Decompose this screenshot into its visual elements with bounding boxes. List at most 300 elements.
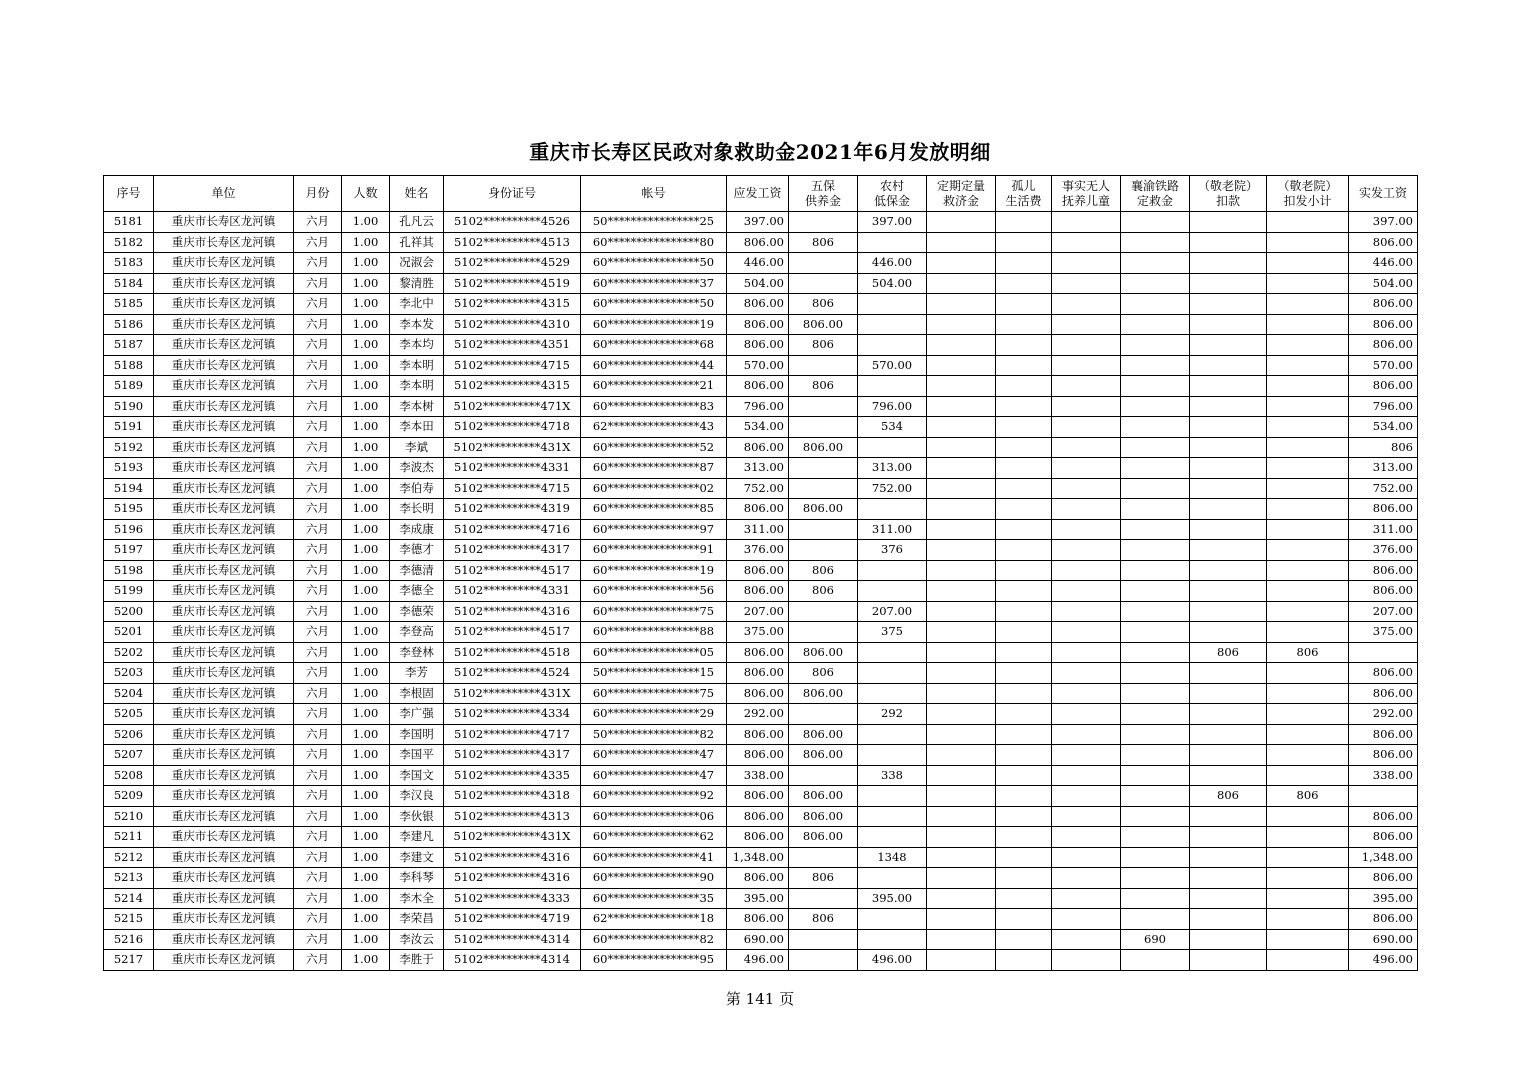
cell-col-count: 1.00 xyxy=(342,601,390,622)
cell-col-wubao xyxy=(789,704,858,725)
cell-col-count: 1.00 xyxy=(342,314,390,335)
cell-col-regular-relief xyxy=(927,827,996,848)
cell-col-seq: 5199 xyxy=(104,581,154,602)
table-row xyxy=(104,827,1418,848)
cell-col-payable: 806.00 xyxy=(727,437,789,458)
cell-col-month: 六月 xyxy=(294,560,342,581)
cell-col-wubao xyxy=(789,478,858,499)
cell-col-rural-dibao: 534 xyxy=(858,417,927,438)
cell-col-rural-dibao: 292 xyxy=(858,704,927,725)
cell-col-id-number: 5102**********4315 xyxy=(444,376,581,397)
cell-col-rural-dibao xyxy=(858,745,927,766)
cell-col-id-number: 5102**********4718 xyxy=(444,417,581,438)
cell-col-seq: 5205 xyxy=(104,704,154,725)
cell-col-rural-dibao xyxy=(858,314,927,335)
cell-col-count: 1.00 xyxy=(342,212,390,233)
cell-col-nursing-deduction: 806 xyxy=(1190,642,1267,663)
cell-col-orphan xyxy=(996,847,1052,868)
cell-col-payable: 806.00 xyxy=(727,294,789,315)
cell-col-unit: 重庆市长寿区龙河镇 xyxy=(154,827,294,848)
cell-col-seq: 5210 xyxy=(104,806,154,827)
cell-col-wubao xyxy=(789,458,858,479)
cell-col-name: 李本田 xyxy=(390,417,444,438)
cell-col-rural-dibao xyxy=(858,827,927,848)
cell-col-id-number: 5102**********4310 xyxy=(444,314,581,335)
cell-col-actual-pay: 338.00 xyxy=(1349,765,1418,786)
cell-col-seq: 5217 xyxy=(104,950,154,971)
cell-col-seq: 5200 xyxy=(104,601,154,622)
cell-col-unit: 重庆市长寿区龙河镇 xyxy=(154,437,294,458)
cell-col-unattended-child xyxy=(1052,601,1121,622)
cell-col-actual-pay: 292.00 xyxy=(1349,704,1418,725)
cell-col-nursing-subtotal xyxy=(1267,806,1349,827)
cell-col-month: 六月 xyxy=(294,806,342,827)
header-col-id-number: 身份证号 xyxy=(444,176,581,212)
cell-col-rural-dibao xyxy=(858,806,927,827)
cell-col-railway-relief xyxy=(1121,683,1190,704)
cell-col-wubao xyxy=(789,929,858,950)
table-row xyxy=(104,478,1418,499)
cell-col-unit: 重庆市长寿区龙河镇 xyxy=(154,540,294,561)
cell-col-orphan xyxy=(996,376,1052,397)
cell-col-unit: 重庆市长寿区龙河镇 xyxy=(154,212,294,233)
cell-col-name: 李国文 xyxy=(390,765,444,786)
cell-col-account: 60****************29 xyxy=(581,704,727,725)
cell-col-id-number: 5102**********4317 xyxy=(444,540,581,561)
cell-col-nursing-deduction xyxy=(1190,335,1267,356)
cell-col-wubao xyxy=(789,950,858,971)
cell-col-regular-relief xyxy=(927,294,996,315)
cell-col-wubao: 806 xyxy=(789,909,858,930)
cell-col-orphan xyxy=(996,663,1052,684)
cell-col-name: 李根固 xyxy=(390,683,444,704)
cell-col-nursing-subtotal xyxy=(1267,827,1349,848)
header-col-unit: 单位 xyxy=(154,176,294,212)
cell-col-rural-dibao xyxy=(858,376,927,397)
cell-col-month: 六月 xyxy=(294,232,342,253)
cell-col-nursing-deduction xyxy=(1190,499,1267,520)
cell-col-name: 李木全 xyxy=(390,888,444,909)
cell-col-nursing-subtotal xyxy=(1267,273,1349,294)
cell-col-wubao xyxy=(789,417,858,438)
cell-col-payable: 806.00 xyxy=(727,724,789,745)
cell-col-actual-pay: 806.00 xyxy=(1349,560,1418,581)
table-row xyxy=(104,232,1418,253)
cell-col-wubao: 806.00 xyxy=(789,724,858,745)
cell-col-unattended-child xyxy=(1052,253,1121,274)
cell-col-month: 六月 xyxy=(294,888,342,909)
cell-col-unattended-child xyxy=(1052,232,1121,253)
cell-col-regular-relief xyxy=(927,458,996,479)
cell-col-id-number: 5102**********4513 xyxy=(444,232,581,253)
cell-col-nursing-subtotal xyxy=(1267,417,1349,438)
cell-col-nursing-subtotal xyxy=(1267,622,1349,643)
cell-col-orphan xyxy=(996,704,1052,725)
cell-col-id-number: 5102**********4316 xyxy=(444,847,581,868)
cell-col-count: 1.00 xyxy=(342,950,390,971)
cell-col-rural-dibao xyxy=(858,232,927,253)
cell-col-id-number: 5102**********4313 xyxy=(444,806,581,827)
cell-col-actual-pay: 395.00 xyxy=(1349,888,1418,909)
cell-col-wubao: 806 xyxy=(789,294,858,315)
cell-col-unattended-child xyxy=(1052,786,1121,807)
cell-col-account: 60****************21 xyxy=(581,376,727,397)
cell-col-unit: 重庆市长寿区龙河镇 xyxy=(154,909,294,930)
cell-col-orphan xyxy=(996,806,1052,827)
cell-col-payable: 806.00 xyxy=(727,581,789,602)
cell-col-nursing-deduction xyxy=(1190,437,1267,458)
cell-col-orphan xyxy=(996,765,1052,786)
cell-col-payable: 806.00 xyxy=(727,376,789,397)
cell-col-nursing-deduction xyxy=(1190,724,1267,745)
cell-col-unattended-child xyxy=(1052,806,1121,827)
cell-col-orphan xyxy=(996,540,1052,561)
cell-col-regular-relief xyxy=(927,581,996,602)
cell-col-nursing-subtotal xyxy=(1267,355,1349,376)
cell-col-payable: 806.00 xyxy=(727,499,789,520)
cell-col-nursing-subtotal xyxy=(1267,232,1349,253)
cell-col-actual-pay: 534.00 xyxy=(1349,417,1418,438)
cell-col-month: 六月 xyxy=(294,355,342,376)
cell-col-rural-dibao xyxy=(858,683,927,704)
header-col-name: 姓名 xyxy=(390,176,444,212)
cell-col-nursing-subtotal xyxy=(1267,499,1349,520)
cell-col-payable: 806.00 xyxy=(727,683,789,704)
cell-col-name: 李伯寿 xyxy=(390,478,444,499)
cell-col-name: 李建凡 xyxy=(390,827,444,848)
cell-col-regular-relief xyxy=(927,519,996,540)
page-number: 第 141 页 xyxy=(725,990,795,1008)
cell-col-account: 60****************19 xyxy=(581,560,727,581)
cell-col-regular-relief xyxy=(927,355,996,376)
cell-col-actual-pay: 690.00 xyxy=(1349,929,1418,950)
cell-col-count: 1.00 xyxy=(342,273,390,294)
cell-col-id-number: 5102**********4334 xyxy=(444,704,581,725)
cell-col-unit: 重庆市长寿区龙河镇 xyxy=(154,929,294,950)
cell-col-name: 孔祥其 xyxy=(390,232,444,253)
cell-col-actual-pay: 806.00 xyxy=(1349,294,1418,315)
cell-col-actual-pay: 806.00 xyxy=(1349,724,1418,745)
cell-col-unit: 重庆市长寿区龙河镇 xyxy=(154,950,294,971)
cell-col-account: 60****************44 xyxy=(581,355,727,376)
cell-col-account: 50****************82 xyxy=(581,724,727,745)
cell-col-count: 1.00 xyxy=(342,478,390,499)
header-col-nursing-subtotal: （敬老院） 扣发小计 xyxy=(1267,176,1349,212)
cell-col-unattended-child xyxy=(1052,950,1121,971)
table-row xyxy=(104,642,1418,663)
cell-col-payable: 806.00 xyxy=(727,232,789,253)
cell-col-account: 50****************25 xyxy=(581,212,727,233)
cell-col-railway-relief xyxy=(1121,314,1190,335)
cell-col-wubao: 806 xyxy=(789,335,858,356)
cell-col-wubao xyxy=(789,212,858,233)
cell-col-account: 60****************50 xyxy=(581,253,727,274)
cell-col-unit: 重庆市长寿区龙河镇 xyxy=(154,581,294,602)
cell-col-rural-dibao: 313.00 xyxy=(858,458,927,479)
cell-col-count: 1.00 xyxy=(342,581,390,602)
cell-col-orphan xyxy=(996,745,1052,766)
cell-col-regular-relief xyxy=(927,683,996,704)
cell-col-railway-relief xyxy=(1121,765,1190,786)
cell-col-wubao: 806.00 xyxy=(789,786,858,807)
cell-col-account: 60****************80 xyxy=(581,232,727,253)
cell-col-payable: 496.00 xyxy=(727,950,789,971)
cell-col-nursing-subtotal: 806 xyxy=(1267,642,1349,663)
cell-col-account: 60****************91 xyxy=(581,540,727,561)
cell-col-account: 60****************62 xyxy=(581,827,727,848)
cell-col-id-number: 5102**********4314 xyxy=(444,929,581,950)
cell-col-payable: 806.00 xyxy=(727,806,789,827)
cell-col-name: 李国明 xyxy=(390,724,444,745)
cell-col-rural-dibao xyxy=(858,294,927,315)
cell-col-rural-dibao xyxy=(858,642,927,663)
cell-col-orphan xyxy=(996,232,1052,253)
cell-col-railway-relief xyxy=(1121,724,1190,745)
cell-col-railway-relief xyxy=(1121,642,1190,663)
cell-col-nursing-deduction xyxy=(1190,294,1267,315)
cell-col-name: 李芳 xyxy=(390,663,444,684)
table-row xyxy=(104,560,1418,581)
cell-col-count: 1.00 xyxy=(342,868,390,889)
cell-col-month: 六月 xyxy=(294,519,342,540)
cell-col-account: 62****************43 xyxy=(581,417,727,438)
table-row xyxy=(104,437,1418,458)
cell-col-rural-dibao: 796.00 xyxy=(858,396,927,417)
cell-col-id-number: 5102**********4719 xyxy=(444,909,581,930)
cell-col-account: 60****************56 xyxy=(581,581,727,602)
cell-col-count: 1.00 xyxy=(342,683,390,704)
cell-col-nursing-subtotal xyxy=(1267,437,1349,458)
cell-col-rural-dibao: 338 xyxy=(858,765,927,786)
cell-col-count: 1.00 xyxy=(342,355,390,376)
cell-col-name: 李德荣 xyxy=(390,601,444,622)
cell-col-unit: 重庆市长寿区龙河镇 xyxy=(154,888,294,909)
cell-col-nursing-deduction xyxy=(1190,581,1267,602)
cell-col-orphan xyxy=(996,868,1052,889)
cell-col-regular-relief xyxy=(927,478,996,499)
cell-col-railway-relief xyxy=(1121,868,1190,889)
cell-col-wubao xyxy=(789,601,858,622)
cell-col-month: 六月 xyxy=(294,847,342,868)
cell-col-month: 六月 xyxy=(294,499,342,520)
cell-col-nursing-deduction xyxy=(1190,663,1267,684)
cell-col-unattended-child xyxy=(1052,314,1121,335)
cell-col-unattended-child xyxy=(1052,519,1121,540)
cell-col-unattended-child xyxy=(1052,499,1121,520)
cell-col-name: 黎清胜 xyxy=(390,273,444,294)
cell-col-name: 李伙银 xyxy=(390,806,444,827)
table-header xyxy=(104,176,1418,212)
cell-col-name: 李本明 xyxy=(390,355,444,376)
cell-col-seq: 5183 xyxy=(104,253,154,274)
table-row xyxy=(104,868,1418,889)
cell-col-month: 六月 xyxy=(294,724,342,745)
cell-col-payable: 395.00 xyxy=(727,888,789,909)
cell-col-actual-pay: 806.00 xyxy=(1349,827,1418,848)
payment-table xyxy=(103,175,1418,971)
cell-col-id-number: 5102**********4716 xyxy=(444,519,581,540)
cell-col-unit: 重庆市长寿区龙河镇 xyxy=(154,519,294,540)
cell-col-payable: 570.00 xyxy=(727,355,789,376)
table-row xyxy=(104,683,1418,704)
cell-col-actual-pay: 806.00 xyxy=(1349,683,1418,704)
cell-col-wubao xyxy=(789,888,858,909)
cell-col-railway-relief xyxy=(1121,273,1190,294)
cell-col-regular-relief xyxy=(927,847,996,868)
cell-col-rural-dibao: 1348 xyxy=(858,847,927,868)
cell-col-railway-relief xyxy=(1121,540,1190,561)
cell-col-nursing-deduction xyxy=(1190,417,1267,438)
cell-col-count: 1.00 xyxy=(342,376,390,397)
cell-col-actual-pay: 752.00 xyxy=(1349,478,1418,499)
cell-col-regular-relief xyxy=(927,765,996,786)
cell-col-nursing-subtotal xyxy=(1267,294,1349,315)
cell-col-month: 六月 xyxy=(294,765,342,786)
cell-col-orphan xyxy=(996,519,1052,540)
cell-col-unattended-child xyxy=(1052,827,1121,848)
cell-col-id-number: 5102**********4715 xyxy=(444,478,581,499)
cell-col-orphan xyxy=(996,478,1052,499)
cell-col-payable: 806.00 xyxy=(727,663,789,684)
cell-col-orphan xyxy=(996,335,1052,356)
cell-col-nursing-deduction xyxy=(1190,478,1267,499)
cell-col-actual-pay: 806.00 xyxy=(1349,581,1418,602)
header-col-railway-relief: 襄渝铁路 定救金 xyxy=(1121,176,1190,212)
cell-col-nursing-deduction xyxy=(1190,950,1267,971)
cell-col-regular-relief xyxy=(927,704,996,725)
cell-col-account: 60****************88 xyxy=(581,622,727,643)
cell-col-regular-relief xyxy=(927,314,996,335)
cell-col-unattended-child xyxy=(1052,642,1121,663)
cell-col-seq: 5187 xyxy=(104,335,154,356)
cell-col-railway-relief xyxy=(1121,376,1190,397)
cell-col-orphan xyxy=(996,458,1052,479)
cell-col-orphan xyxy=(996,642,1052,663)
cell-col-month: 六月 xyxy=(294,663,342,684)
cell-col-account: 60****************82 xyxy=(581,929,727,950)
cell-col-wubao xyxy=(789,273,858,294)
table-row xyxy=(104,314,1418,335)
cell-col-seq: 5181 xyxy=(104,212,154,233)
cell-col-name: 李北中 xyxy=(390,294,444,315)
cell-col-unit: 重庆市长寿区龙河镇 xyxy=(154,273,294,294)
table-row xyxy=(104,765,1418,786)
header-col-unattended-child: 事实无人 抚养儿童 xyxy=(1052,176,1121,212)
cell-col-nursing-subtotal xyxy=(1267,478,1349,499)
cell-col-regular-relief xyxy=(927,786,996,807)
cell-col-month: 六月 xyxy=(294,950,342,971)
header-col-payable: 应发工资 xyxy=(727,176,789,212)
cell-col-month: 六月 xyxy=(294,437,342,458)
cell-col-orphan xyxy=(996,827,1052,848)
cell-col-id-number: 5102**********4351 xyxy=(444,335,581,356)
cell-col-wubao: 806.00 xyxy=(789,314,858,335)
cell-col-seq: 5185 xyxy=(104,294,154,315)
cell-col-nursing-subtotal xyxy=(1267,519,1349,540)
cell-col-seq: 5211 xyxy=(104,827,154,848)
cell-col-unit: 重庆市长寿区龙河镇 xyxy=(154,417,294,438)
cell-col-actual-pay: 375.00 xyxy=(1349,622,1418,643)
cell-col-payable: 504.00 xyxy=(727,273,789,294)
cell-col-account: 60****************97 xyxy=(581,519,727,540)
cell-col-wubao: 806.00 xyxy=(789,827,858,848)
cell-col-id-number: 5102**********431X xyxy=(444,827,581,848)
cell-col-actual-pay: 806.00 xyxy=(1349,663,1418,684)
cell-col-rural-dibao xyxy=(858,560,927,581)
cell-col-actual-pay: 806.00 xyxy=(1349,232,1418,253)
header-col-count: 人数 xyxy=(342,176,390,212)
cell-col-id-number: 5102**********4331 xyxy=(444,581,581,602)
cell-col-actual-pay: 806.00 xyxy=(1349,909,1418,930)
cell-col-railway-relief xyxy=(1121,786,1190,807)
table-row xyxy=(104,663,1418,684)
cell-col-seq: 5193 xyxy=(104,458,154,479)
cell-col-unit: 重庆市长寿区龙河镇 xyxy=(154,396,294,417)
cell-col-wubao: 806 xyxy=(789,581,858,602)
cell-col-actual-pay: 806.00 xyxy=(1349,499,1418,520)
table-row xyxy=(104,888,1418,909)
cell-col-orphan xyxy=(996,950,1052,971)
cell-col-seq: 5209 xyxy=(104,786,154,807)
cell-col-unit: 重庆市长寿区龙河镇 xyxy=(154,663,294,684)
cell-col-count: 1.00 xyxy=(342,909,390,930)
cell-col-rural-dibao xyxy=(858,786,927,807)
cell-col-actual-pay xyxy=(1349,786,1418,807)
cell-col-railway-relief xyxy=(1121,622,1190,643)
cell-col-name: 李波杰 xyxy=(390,458,444,479)
cell-col-month: 六月 xyxy=(294,294,342,315)
cell-col-regular-relief xyxy=(927,601,996,622)
cell-col-unattended-child xyxy=(1052,437,1121,458)
cell-col-id-number: 5102**********4335 xyxy=(444,765,581,786)
cell-col-railway-relief xyxy=(1121,847,1190,868)
cell-col-unit: 重庆市长寿区龙河镇 xyxy=(154,622,294,643)
cell-col-count: 1.00 xyxy=(342,622,390,643)
cell-col-orphan xyxy=(996,314,1052,335)
cell-col-nursing-subtotal xyxy=(1267,868,1349,889)
cell-col-payable: 806.00 xyxy=(727,909,789,930)
header-col-regular-relief: 定期定量 救济金 xyxy=(927,176,996,212)
cell-col-account: 60****************47 xyxy=(581,745,727,766)
cell-col-payable: 806.00 xyxy=(727,560,789,581)
cell-col-rural-dibao xyxy=(858,663,927,684)
cell-col-nursing-deduction xyxy=(1190,396,1267,417)
document-title: 重庆市长寿区民政对象救助金2021年6月发放明细 xyxy=(529,140,991,164)
cell-col-payable: 806.00 xyxy=(727,314,789,335)
cell-col-unattended-child xyxy=(1052,909,1121,930)
cell-col-actual-pay: 376.00 xyxy=(1349,540,1418,561)
cell-col-id-number: 5102**********4317 xyxy=(444,745,581,766)
cell-col-unit: 重庆市长寿区龙河镇 xyxy=(154,601,294,622)
cell-col-count: 1.00 xyxy=(342,847,390,868)
cell-col-unattended-child xyxy=(1052,396,1121,417)
cell-col-railway-relief xyxy=(1121,417,1190,438)
cell-col-orphan xyxy=(996,253,1052,274)
cell-col-actual-pay: 806.00 xyxy=(1349,335,1418,356)
cell-col-unattended-child xyxy=(1052,683,1121,704)
cell-col-unattended-child xyxy=(1052,335,1121,356)
cell-col-actual-pay: 397.00 xyxy=(1349,212,1418,233)
cell-col-wubao: 806.00 xyxy=(789,499,858,520)
cell-col-orphan xyxy=(996,294,1052,315)
cell-col-unit: 重庆市长寿区龙河镇 xyxy=(154,355,294,376)
cell-col-account: 60****************83 xyxy=(581,396,727,417)
cell-col-seq: 5190 xyxy=(104,396,154,417)
cell-col-unattended-child xyxy=(1052,581,1121,602)
cell-col-count: 1.00 xyxy=(342,642,390,663)
cell-col-name: 李本明 xyxy=(390,376,444,397)
cell-col-regular-relief xyxy=(927,745,996,766)
